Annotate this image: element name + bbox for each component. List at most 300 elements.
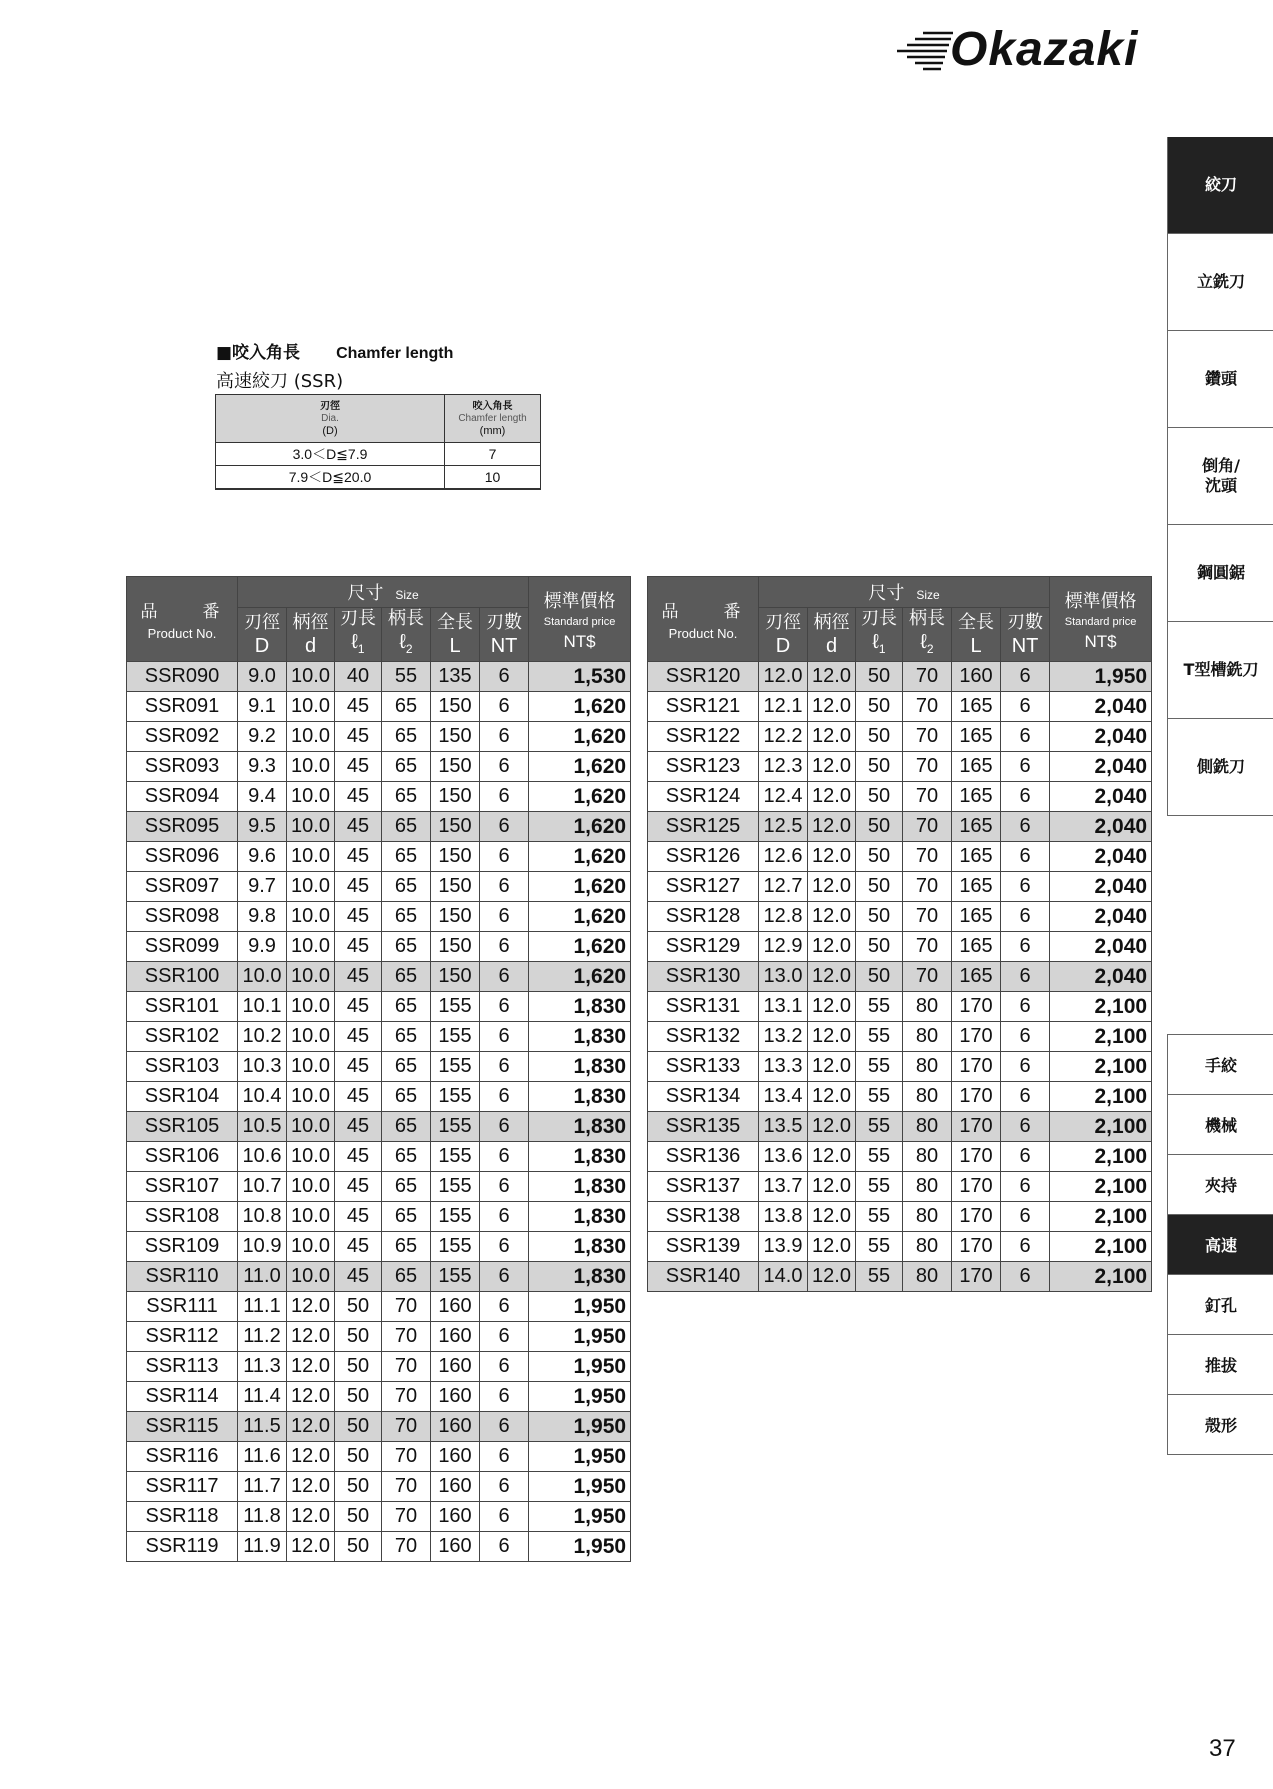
shank-dia-header bbox=[287, 608, 335, 662]
tab-label: T型槽銑刀 bbox=[1183, 660, 1259, 679]
price-cell: 1,830 bbox=[529, 1052, 631, 1082]
shank-dia-cell: 12.0 bbox=[808, 1172, 856, 1202]
shank-length-cell: 65 bbox=[382, 962, 431, 992]
flute-length-cell: 50 bbox=[856, 962, 903, 992]
blade-dia-cell: 11.1 bbox=[238, 1292, 287, 1322]
blade-dia-cell: 10.8 bbox=[238, 1202, 287, 1232]
blade-dia-cell: 12.3 bbox=[759, 752, 808, 782]
table-row bbox=[648, 1052, 1152, 1082]
shank-length-cell: 70 bbox=[903, 722, 952, 752]
tab-end-mill[interactable] bbox=[1168, 234, 1273, 331]
shank-length-cell: 65 bbox=[382, 902, 431, 932]
price-cell: 1,530 bbox=[529, 662, 631, 692]
header-jp: 咬入角長 bbox=[472, 400, 513, 412]
tab-high-speed[interactable] bbox=[1168, 1215, 1273, 1275]
shank-length-cell: 65 bbox=[382, 752, 431, 782]
table-row bbox=[127, 812, 631, 842]
flute-length-cell: 45 bbox=[335, 872, 382, 902]
symbol-sub: 2 bbox=[926, 642, 934, 656]
table-row bbox=[127, 1532, 631, 1562]
product-no-cell: SSR113 bbox=[127, 1352, 238, 1382]
price-cell: 1,620 bbox=[529, 932, 631, 962]
table-row bbox=[648, 812, 1152, 842]
table-row bbox=[648, 782, 1152, 812]
product-no-cell: SSR107 bbox=[127, 1172, 238, 1202]
table-row bbox=[127, 1262, 631, 1292]
header-symbol bbox=[856, 630, 902, 661]
shank-dia-cell: 12.0 bbox=[808, 1052, 856, 1082]
overall-length-cell: 160 bbox=[431, 1502, 480, 1532]
header-jp: 刃徑 bbox=[765, 611, 801, 633]
overall-length-header bbox=[431, 608, 480, 662]
shank-length-cell: 80 bbox=[903, 1202, 952, 1232]
blade-dia-cell: 13.4 bbox=[759, 1082, 808, 1112]
shank-length-cell: 80 bbox=[903, 1052, 952, 1082]
overall-length-cell: 170 bbox=[952, 1082, 1001, 1112]
table-row bbox=[648, 1022, 1152, 1052]
shank-dia-cell: 10.0 bbox=[287, 722, 335, 752]
symbol-text: L bbox=[449, 634, 461, 657]
blade-dia-header bbox=[759, 608, 808, 662]
category-tabs bbox=[1167, 137, 1273, 816]
tab-machine[interactable] bbox=[1168, 1095, 1273, 1155]
tab-chucking[interactable] bbox=[1168, 1155, 1273, 1215]
symbol-text: NT bbox=[1011, 634, 1039, 657]
product-no-cell: SSR108 bbox=[127, 1202, 238, 1232]
flute-length-cell: 50 bbox=[335, 1502, 382, 1532]
flute-length-cell: 50 bbox=[335, 1442, 382, 1472]
symbol-text: L bbox=[970, 634, 982, 657]
tab-label: 夾持 bbox=[1204, 1176, 1237, 1195]
table-row bbox=[127, 1502, 631, 1532]
blade-dia-cell: 11.4 bbox=[238, 1382, 287, 1412]
price-cell: 1,950 bbox=[529, 1382, 631, 1412]
product-no-cell: SSR092 bbox=[127, 722, 238, 752]
product-no-cell: SSR127 bbox=[648, 872, 759, 902]
product-no-cell: SSR130 bbox=[648, 962, 759, 992]
shank-dia-cell: 12.0 bbox=[808, 752, 856, 782]
shank-dia-cell: 10.0 bbox=[287, 962, 335, 992]
price-cell: 2,040 bbox=[1050, 782, 1152, 812]
header-symbol bbox=[238, 634, 286, 658]
shank-length-cell: 70 bbox=[382, 1442, 431, 1472]
price-cell: 2,100 bbox=[1050, 992, 1152, 1022]
header-en: Product No. bbox=[147, 626, 217, 641]
flute-length-cell: 50 bbox=[335, 1352, 382, 1382]
flute-count-cell: 6 bbox=[480, 722, 529, 752]
tab-label: 殼形 bbox=[1204, 1416, 1237, 1435]
price-cell: 1,620 bbox=[529, 752, 631, 782]
size-header bbox=[759, 577, 1050, 608]
price-cell: 1,620 bbox=[529, 812, 631, 842]
symbol-text: D bbox=[775, 634, 791, 657]
flute-count-cell: 6 bbox=[1001, 662, 1050, 692]
overall-length-cell: 165 bbox=[952, 842, 1001, 872]
price-cell: 2,100 bbox=[1050, 1172, 1152, 1202]
shank-length-cell: 70 bbox=[382, 1292, 431, 1322]
table-row bbox=[127, 1142, 631, 1172]
price-cell: 2,040 bbox=[1050, 752, 1152, 782]
shank-dia-cell: 12.0 bbox=[287, 1292, 335, 1322]
product-no-cell: SSR096 bbox=[127, 842, 238, 872]
page-number: 37 bbox=[1209, 1735, 1236, 1762]
symbol-text: ℓ bbox=[920, 631, 927, 653]
shank-dia-cell: 12.0 bbox=[808, 1112, 856, 1142]
shank-length-cell: 70 bbox=[382, 1532, 431, 1562]
flute-count-cell: 6 bbox=[1001, 692, 1050, 722]
shank-dia-cell: 10.0 bbox=[287, 902, 335, 932]
price-cell: 1,830 bbox=[529, 1202, 631, 1232]
product-no-cell: SSR094 bbox=[127, 782, 238, 812]
header-jp: 柄長 bbox=[388, 608, 424, 629]
symbol-sub: 2 bbox=[405, 642, 413, 656]
product-no-cell: SSR125 bbox=[648, 812, 759, 842]
shank-dia-cell: 12.0 bbox=[808, 1202, 856, 1232]
product-no-cell: SSR111 bbox=[127, 1292, 238, 1322]
flute-length-cell: 55 bbox=[856, 1142, 903, 1172]
table-row bbox=[216, 443, 541, 466]
product-no-cell: SSR109 bbox=[127, 1232, 238, 1262]
overall-length-cell: 150 bbox=[431, 902, 480, 932]
product-no-cell: SSR112 bbox=[127, 1322, 238, 1352]
section-subtitle: 高速絞刀 (SSR) bbox=[216, 371, 344, 392]
shank-length-cell: 80 bbox=[903, 1022, 952, 1052]
product-no-cell: SSR121 bbox=[648, 692, 759, 722]
symbol-text: ℓ bbox=[399, 631, 406, 653]
blade-dia-cell: 12.6 bbox=[759, 842, 808, 872]
symbol-sub: 1 bbox=[357, 642, 365, 656]
table-row bbox=[648, 1232, 1152, 1262]
overall-length-cell: 160 bbox=[431, 1352, 480, 1382]
price-cell: 2,040 bbox=[1050, 902, 1152, 932]
shank-dia-cell: 10.0 bbox=[287, 842, 335, 872]
price-cell: 1,830 bbox=[529, 1232, 631, 1262]
blade-dia-cell: 12.7 bbox=[759, 872, 808, 902]
flute-length-cell: 50 bbox=[335, 1472, 382, 1502]
flute-count-cell: 6 bbox=[1001, 1112, 1050, 1142]
shank-length-cell: 65 bbox=[382, 1262, 431, 1292]
shank-length-cell: 65 bbox=[382, 872, 431, 902]
blade-dia-cell: 11.6 bbox=[238, 1442, 287, 1472]
table-row bbox=[127, 992, 631, 1022]
price-cell: 1,830 bbox=[529, 992, 631, 1022]
symbol-text: ℓ bbox=[351, 631, 358, 653]
product-no-cell: SSR129 bbox=[648, 932, 759, 962]
tab-reamer[interactable] bbox=[1168, 137, 1273, 234]
flute-length-cell: 45 bbox=[335, 842, 382, 872]
shank-length-cell: 70 bbox=[382, 1472, 431, 1502]
tab-shell[interactable] bbox=[1168, 1395, 1273, 1455]
product-no-cell: SSR132 bbox=[648, 1022, 759, 1052]
blade-dia-cell: 9.4 bbox=[238, 782, 287, 812]
blade-dia-cell: 9.2 bbox=[238, 722, 287, 752]
header-jp: 標準價格 bbox=[543, 590, 616, 612]
flute-count-cell: 6 bbox=[480, 1022, 529, 1052]
blade-dia-cell: 9.9 bbox=[238, 932, 287, 962]
product-no-cell: SSR137 bbox=[648, 1172, 759, 1202]
flute-count-cell: 6 bbox=[480, 872, 529, 902]
flute-count-cell: 6 bbox=[1001, 1142, 1050, 1172]
header-jp: 標準價格 bbox=[1064, 590, 1137, 612]
header-jp: 刃長 bbox=[340, 608, 376, 629]
tab-drill[interactable] bbox=[1168, 331, 1273, 428]
product-no-cell: SSR133 bbox=[648, 1052, 759, 1082]
shank-dia-cell: 10.0 bbox=[287, 812, 335, 842]
overall-length-cell: 155 bbox=[431, 1202, 480, 1232]
shank-length-cell: 65 bbox=[382, 842, 431, 872]
overall-length-cell: 150 bbox=[431, 692, 480, 722]
shank-dia-cell: 12.0 bbox=[808, 662, 856, 692]
flute-length-cell: 50 bbox=[856, 902, 903, 932]
shank-length-cell: 70 bbox=[903, 752, 952, 782]
price-cell: 2,100 bbox=[1050, 1232, 1152, 1262]
shank-dia-cell: 12.0 bbox=[808, 722, 856, 752]
shank-dia-header bbox=[808, 608, 856, 662]
flute-count-cell: 6 bbox=[480, 1142, 529, 1172]
shank-length-cell: 80 bbox=[903, 1262, 952, 1292]
blade-dia-cell: 13.1 bbox=[759, 992, 808, 1022]
tab-label: 倒角/ 沈頭 bbox=[1202, 456, 1240, 495]
product-no-cell: SSR091 bbox=[127, 692, 238, 722]
flute-length-cell: 55 bbox=[856, 1232, 903, 1262]
overall-length-cell: 155 bbox=[431, 1022, 480, 1052]
shank-length-cell: 80 bbox=[903, 1232, 952, 1262]
header-jp: 刃數 bbox=[486, 611, 523, 633]
overall-length-cell: 165 bbox=[952, 752, 1001, 782]
table-row bbox=[127, 1442, 631, 1472]
symbol-text: D bbox=[254, 634, 270, 657]
flute-length-cell: 50 bbox=[335, 1292, 382, 1322]
shank-dia-cell: 10.0 bbox=[287, 752, 335, 782]
shank-dia-cell: 10.0 bbox=[287, 1202, 335, 1232]
tab-label: 絞刀 bbox=[1204, 175, 1237, 194]
flute-count-cell: 6 bbox=[480, 812, 529, 842]
blade-dia-cell: 10.6 bbox=[238, 1142, 287, 1172]
table-row bbox=[127, 1052, 631, 1082]
price-cell: 1,950 bbox=[529, 1442, 631, 1472]
overall-length-cell: 150 bbox=[431, 932, 480, 962]
product-no-cell: SSR124 bbox=[648, 782, 759, 812]
shank-length-cell: 70 bbox=[903, 842, 952, 872]
flute-length-cell: 45 bbox=[335, 1112, 382, 1142]
table-row bbox=[648, 1202, 1152, 1232]
blade-dia-cell: 13.3 bbox=[759, 1052, 808, 1082]
header-unit: (D) bbox=[322, 424, 338, 437]
chamfer-length-header bbox=[445, 395, 541, 443]
size-header bbox=[238, 577, 529, 608]
blade-dia-cell: 10.3 bbox=[238, 1052, 287, 1082]
shank-dia-cell: 12.0 bbox=[808, 1022, 856, 1052]
flute-count-cell: 6 bbox=[1001, 1172, 1050, 1202]
flute-length-cell: 50 bbox=[856, 812, 903, 842]
table-row bbox=[127, 1202, 631, 1232]
shank-dia-cell: 12.0 bbox=[287, 1502, 335, 1532]
product-no-cell: SSR100 bbox=[127, 962, 238, 992]
flute-length-cell: 45 bbox=[335, 1232, 382, 1262]
flute-length-cell: 50 bbox=[856, 782, 903, 812]
price-cell: 1,830 bbox=[529, 1172, 631, 1202]
table-row bbox=[648, 662, 1152, 692]
blade-dia-cell: 14.0 bbox=[759, 1262, 808, 1292]
header-row bbox=[648, 577, 1152, 608]
blade-dia-cell: 12.9 bbox=[759, 932, 808, 962]
overall-length-cell: 155 bbox=[431, 992, 480, 1022]
overall-length-cell: 170 bbox=[952, 1142, 1001, 1172]
overall-length-cell: 165 bbox=[952, 872, 1001, 902]
shank-length-cell: 65 bbox=[382, 1202, 431, 1232]
shank-dia-cell: 10.0 bbox=[287, 1082, 335, 1112]
table-row bbox=[127, 1112, 631, 1142]
flute-length-cell: 45 bbox=[335, 1172, 382, 1202]
blade-dia-cell: 9.5 bbox=[238, 812, 287, 842]
shank-dia-cell: 10.0 bbox=[287, 1262, 335, 1292]
price-cell: 2,040 bbox=[1050, 812, 1152, 842]
product-no-cell: SSR128 bbox=[648, 902, 759, 932]
table-row bbox=[648, 692, 1152, 722]
brand-logo bbox=[893, 22, 1153, 78]
price-cell: 1,620 bbox=[529, 722, 631, 752]
tab-t-slot-cutter[interactable] bbox=[1168, 622, 1273, 719]
product-no-cell: SSR097 bbox=[127, 872, 238, 902]
chamfer-range: 3.0＜D≦7.9 bbox=[216, 443, 445, 466]
overall-length-cell: 165 bbox=[952, 932, 1001, 962]
overall-length-cell: 150 bbox=[431, 782, 480, 812]
chamfer-value: 10 bbox=[445, 466, 541, 490]
table-row bbox=[648, 872, 1152, 902]
tab-taper[interactable] bbox=[1168, 1335, 1273, 1395]
shank-dia-cell: 12.0 bbox=[287, 1322, 335, 1352]
header-symbol bbox=[903, 630, 951, 661]
shank-length-cell: 70 bbox=[903, 812, 952, 842]
tab-chamfer-countersink[interactable] bbox=[1168, 428, 1273, 525]
shank-dia-cell: 10.0 bbox=[287, 1112, 335, 1142]
product-no-header bbox=[127, 577, 238, 662]
header-symbol bbox=[431, 634, 479, 658]
shank-dia-cell: 12.0 bbox=[808, 782, 856, 812]
shank-dia-cell: 10.0 bbox=[287, 1142, 335, 1172]
product-no-cell: SSR123 bbox=[648, 752, 759, 782]
overall-length-cell: 170 bbox=[952, 1262, 1001, 1292]
overall-length-cell: 160 bbox=[431, 1442, 480, 1472]
table-row bbox=[648, 1142, 1152, 1172]
flute-length-cell: 45 bbox=[335, 1202, 382, 1232]
tab-label: 鑽頭 bbox=[1204, 369, 1237, 388]
flute-count-cell: 6 bbox=[1001, 1022, 1050, 1052]
flute-count-cell: 6 bbox=[480, 1442, 529, 1472]
shank-length-cell: 65 bbox=[382, 932, 431, 962]
price-cell: 2,040 bbox=[1050, 872, 1152, 902]
header-symbol bbox=[952, 634, 1000, 658]
shank-length-cell: 70 bbox=[903, 932, 952, 962]
flute-count-cell: 6 bbox=[1001, 872, 1050, 902]
flute-count-cell: 6 bbox=[480, 662, 529, 692]
overall-length-cell: 170 bbox=[952, 1232, 1001, 1262]
overall-length-cell: 160 bbox=[431, 1322, 480, 1352]
flute-count-cell: 6 bbox=[1001, 782, 1050, 812]
tab-hand[interactable] bbox=[1168, 1035, 1273, 1095]
shank-length-cell: 65 bbox=[382, 692, 431, 722]
price-cell: 1,830 bbox=[529, 1262, 631, 1292]
table-row bbox=[127, 752, 631, 782]
blade-dia-cell: 10.7 bbox=[238, 1172, 287, 1202]
table-row bbox=[648, 1262, 1152, 1292]
flute-length-cell: 45 bbox=[335, 692, 382, 722]
price-cell: 1,620 bbox=[529, 902, 631, 932]
overall-length-cell: 170 bbox=[952, 1202, 1001, 1232]
price-cell: 2,100 bbox=[1050, 1112, 1152, 1142]
tab-pin-hole[interactable] bbox=[1168, 1275, 1273, 1335]
shank-length-header bbox=[382, 608, 431, 662]
flute-count-cell: 6 bbox=[480, 1352, 529, 1382]
flute-length-cell: 45 bbox=[335, 782, 382, 812]
flute-count-cell: 6 bbox=[480, 692, 529, 722]
flute-length-cell: 55 bbox=[856, 1082, 903, 1112]
flute-length-cell: 45 bbox=[335, 1142, 382, 1172]
overall-length-cell: 160 bbox=[431, 1292, 480, 1322]
header-symbol bbox=[759, 634, 807, 658]
table-row bbox=[648, 932, 1152, 962]
shank-length-cell: 70 bbox=[903, 662, 952, 692]
flute-count-cell: 6 bbox=[1001, 1202, 1050, 1232]
product-table-right bbox=[647, 576, 1152, 1292]
table-row bbox=[127, 662, 631, 692]
shank-length-cell: 70 bbox=[382, 1322, 431, 1352]
price-cell: 1,950 bbox=[529, 1292, 631, 1322]
table-row bbox=[127, 1292, 631, 1322]
shank-length-cell: 65 bbox=[382, 722, 431, 752]
price-cell: 2,100 bbox=[1050, 1262, 1152, 1292]
product-no-cell: SSR139 bbox=[648, 1232, 759, 1262]
blade-dia-cell: 11.7 bbox=[238, 1472, 287, 1502]
blade-dia-cell: 12.0 bbox=[759, 662, 808, 692]
shank-dia-cell: 12.0 bbox=[287, 1532, 335, 1562]
table-row bbox=[127, 1472, 631, 1502]
blade-dia-cell: 13.7 bbox=[759, 1172, 808, 1202]
product-no-cell: SSR120 bbox=[648, 662, 759, 692]
shank-dia-cell: 12.0 bbox=[808, 902, 856, 932]
blade-dia-cell: 11.9 bbox=[238, 1532, 287, 1562]
flute-count-cell: 6 bbox=[480, 962, 529, 992]
header-jp: 品 番 bbox=[140, 602, 234, 622]
overall-length-cell: 170 bbox=[952, 1052, 1001, 1082]
table-row bbox=[127, 1022, 631, 1052]
blade-dia-cell: 10.5 bbox=[238, 1112, 287, 1142]
price-cell: 1,620 bbox=[529, 962, 631, 992]
flute-count-cell: 6 bbox=[1001, 902, 1050, 932]
flute-count-header bbox=[1001, 608, 1050, 662]
blade-dia-cell: 10.4 bbox=[238, 1082, 287, 1112]
header-en: Product No. bbox=[668, 626, 738, 641]
flute-length-cell: 50 bbox=[856, 842, 903, 872]
flute-length-header bbox=[856, 608, 903, 662]
shank-dia-cell: 10.0 bbox=[287, 692, 335, 722]
tab-side-mill[interactable] bbox=[1168, 719, 1273, 816]
tab-saw[interactable] bbox=[1168, 525, 1273, 622]
header-en: Size bbox=[395, 588, 419, 602]
product-no-cell: SSR116 bbox=[127, 1442, 238, 1472]
overall-length-cell: 170 bbox=[952, 1172, 1001, 1202]
shank-dia-cell: 10.0 bbox=[287, 1022, 335, 1052]
product-no-cell: SSR106 bbox=[127, 1142, 238, 1172]
section-title-en: Chamfer length bbox=[336, 345, 454, 362]
header-unit: (mm) bbox=[479, 424, 506, 437]
flute-count-cell: 6 bbox=[480, 932, 529, 962]
flute-length-cell: 50 bbox=[335, 1412, 382, 1442]
blade-dia-cell: 10.0 bbox=[238, 962, 287, 992]
price-cell: 1,620 bbox=[529, 872, 631, 902]
header-symbol bbox=[1001, 634, 1049, 658]
price-cell: 2,040 bbox=[1050, 722, 1152, 752]
